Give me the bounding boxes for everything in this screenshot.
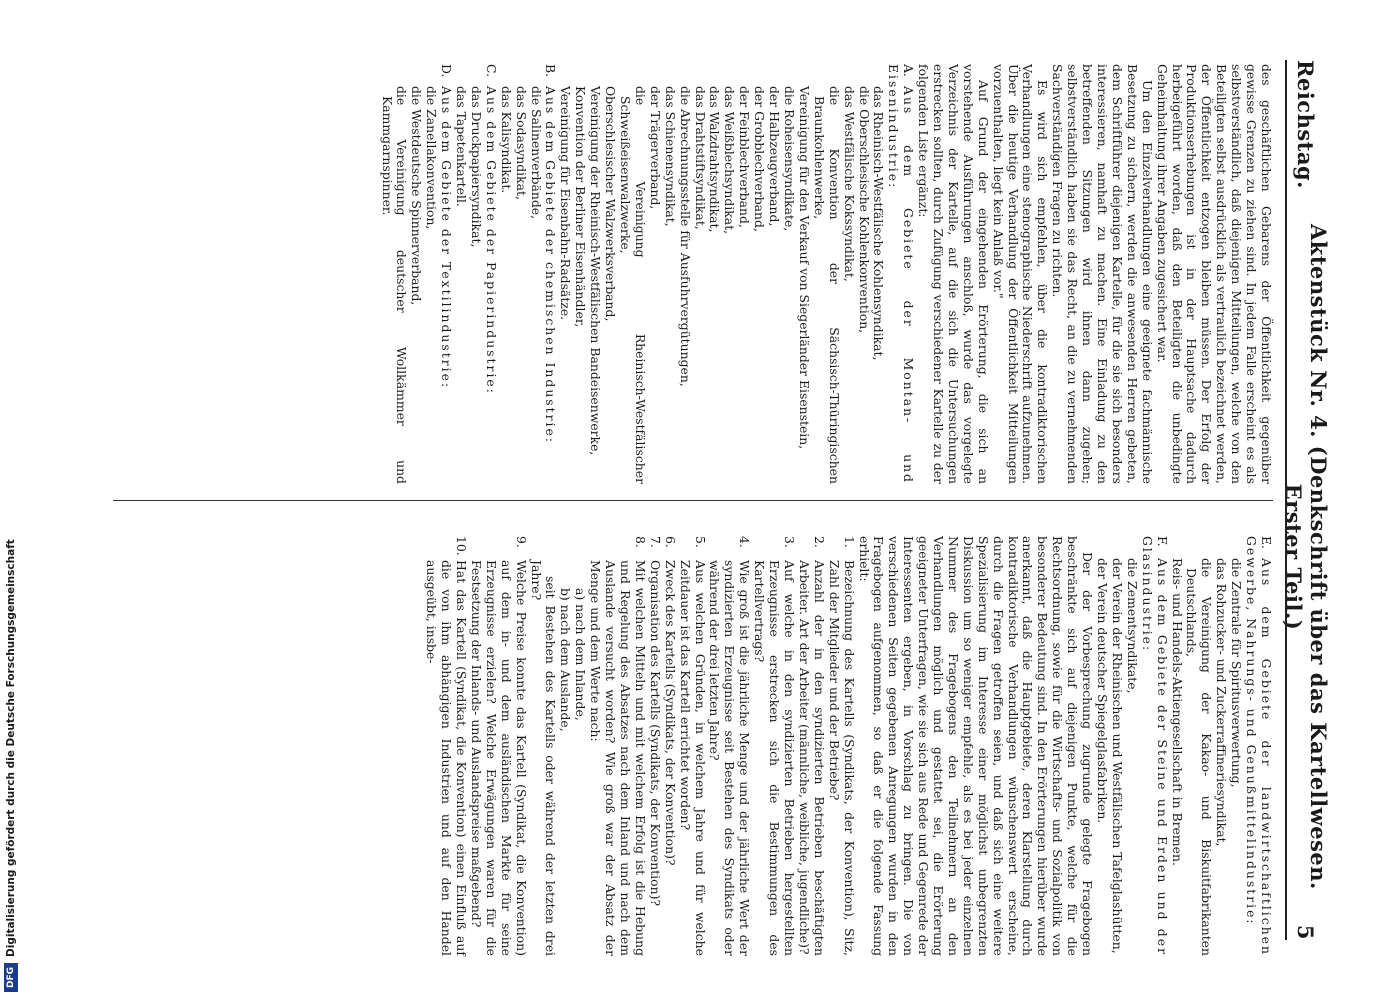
- list-item: die Roheisensyndikate,: [782, 86, 797, 232]
- list-item: die Vereinigung der Kakao- und Biskuitfabrikanten Deutschlands,: [1184, 558, 1215, 956]
- list-item: das Schienensyndikat,: [662, 86, 678, 227]
- list-item: das Kalisyndikat.: [498, 86, 514, 194]
- question-number: 7.: [647, 536, 663, 548]
- question-text: Bezeichnung des Kartells (Syndikats, der Konvention), Sitz, Zahl der Mitglieder und der Betriebe?: [826, 560, 857, 956]
- page-header: [1281, 60, 1331, 940]
- section-title: Aus dem Gebiete der Textilindustrie:: [439, 86, 455, 390]
- list-item: die Zanellakonvention,: [424, 86, 440, 230]
- questionnaire: [423, 536, 855, 956]
- section-label: F.: [1154, 536, 1170, 547]
- list-item: das Weißblechsyndikat,: [722, 86, 738, 235]
- list-item: das Tapetenkartell.: [454, 86, 470, 207]
- question-number: 8.: [632, 536, 648, 548]
- question-number: 4.: [737, 536, 753, 548]
- question-number: 5.: [692, 536, 708, 548]
- question-number: 3.: [782, 536, 797, 548]
- question-item: [423, 536, 468, 956]
- cartel-list-left: [379, 64, 916, 484]
- section-heading: [885, 64, 915, 484]
- question-item: [826, 536, 856, 956]
- list-item: das Westfälische Kokssyndikat,: [841, 86, 857, 282]
- footer-strip: [0, 0, 22, 1000]
- header-title: Aktenstück Nr. 4. (Denkschrift über das Kartellwesen. Erster Teil.): [1281, 224, 1331, 890]
- question-item: [587, 536, 647, 956]
- question-number: 2.: [811, 536, 827, 548]
- list-item: Vereinigung für den Verkauf von Siegerländer Eisenstein,: [796, 86, 812, 450]
- left-column: [379, 64, 1273, 484]
- question-number: 1.: [841, 536, 857, 548]
- footer-text: Digitalisierung gefördert durch die Deutsche Forschungsgemeinschaft: [5, 539, 17, 957]
- list-item: der Feinblechverband,: [737, 86, 753, 228]
- question-number: 10.: [454, 536, 470, 556]
- section-title: Aus dem Gebiete der Montan- und Eisenindustrie:: [886, 64, 917, 484]
- list-item: die Zementsyndikate,: [1124, 558, 1140, 694]
- list-item: die Salinenverbände,: [528, 86, 544, 220]
- question-number: 6.: [662, 536, 678, 548]
- question-item: [677, 536, 707, 956]
- section-title: Aus dem Gebiete der landwirtschaftlichen Gewerbe, Nahrungs- und Genußmittelindustrie:: [1244, 536, 1274, 956]
- section-heading: [438, 64, 453, 484]
- question-item: [662, 536, 677, 956]
- section-heading: [543, 64, 558, 484]
- question-item: [751, 536, 796, 956]
- section-heading: [1139, 536, 1169, 956]
- list-item: das Sodasyndikat,: [513, 86, 529, 200]
- question-continuation: seit Bestehen des Kartells oder während der letzten drei Jahre?: [528, 560, 559, 956]
- list-item: die Vereinigung deutscher Wollkämmer und Kammgarnspinner.: [379, 86, 410, 484]
- list-item: der Grobblechverband,: [752, 86, 768, 232]
- question-number: 9.: [513, 536, 529, 548]
- question-item: [468, 536, 528, 956]
- section-label: B.: [543, 64, 559, 78]
- list-item: die Konvention der Sächsisch-Thüringischen Braunkohlenwerke,: [811, 86, 842, 484]
- section-heading: [1243, 536, 1273, 956]
- list-item: das Druckpapiersyndikat,: [468, 86, 484, 248]
- list-item: Konvention der Berliner Eisenhändler,: [573, 86, 589, 328]
- question-text: Wie groß ist die jährliche Menge und der jährliche Wert der syndizierten Erzeugnisse seit Bestehen des Syndikats oder während der drei letzten Jahre?: [707, 560, 753, 956]
- list-item: das Rheinisch-Westfälische Kohlensyndikat,: [871, 86, 887, 361]
- cartel-list-right: [1094, 536, 1273, 956]
- list-item: der Trägerverband,: [647, 86, 663, 210]
- list-item: das Drahtstiftsyndikat,: [692, 86, 708, 230]
- question-text: Hat das Kartell (Syndikat, die Konvention) einen Einfluß auf die von ihm abhängigen Industrien und auf den Handel ausgeübt, insbe-: [424, 560, 470, 956]
- paragraph: Um den Einzelverhandlungen eine geeignete fachmännische Besetzung zu sichern, werden die anwesenden Herren gebeten, dem Schriftführer diejenigen Kartelle, für die sie sich besonders interessieren, namhaft zu machen. Eine Einladung zu den betreffenden Sitzungen wird ihnen dann zugehen; selbstverständlich haben sie das Recht, an die zu vernehmenden Sachverständigen Fragen zu richten.: [1050, 64, 1155, 484]
- section-label: E.: [1259, 536, 1274, 549]
- paragraph: Es wird sich empfehlen, über die kontradiktorischen Verhandlungen eine stenographische Niederschrift aufzunehmen. Über die heutige Verhandlung der Öffentlichkeit Mitteilungen vorzuenthalten, liegt kein Anlaß vor.": [990, 64, 1051, 484]
- list-item: Vereinigung für Eisenbahn-Radsätze.: [558, 86, 574, 321]
- question-subitem: a) nach dem Inlande,: [573, 588, 589, 721]
- list-item: die Abrechnungsstelle für Ausfuhrvergütungen,: [677, 86, 693, 387]
- section-title: Aus dem Gebiete der Papierindustrie:: [483, 86, 499, 395]
- question-subitem: b) nach dem Auslande,: [558, 588, 574, 732]
- header-left: Reichstag.: [1293, 60, 1319, 189]
- paragraph: des geschäftlichen Gebarens der Öffentlichkeit gegenüber gewisse Grenzen zu ziehen sind. In jedem Falle erscheint es als selbstverständlich, daß diejenigen Mitteilungen, welche von den Beteiligten selbst ausdrücklich als vertraulich bezeichnet werden, der Öffentlichkeit entzogen bleiben müssen. Der Erfolg der Produktionserhebungen ist in der Hauptsache dadurch herbeigeführt worden, daß den Beteiligten die unbedingte Geheimhaltung ihrer Angaben zugesichert war.: [1154, 64, 1274, 484]
- dfg-logo: DFG: [4, 963, 18, 992]
- section-label: A.: [901, 64, 917, 77]
- list-item: die Oberschlesische Kohlenkonvention,: [856, 86, 872, 334]
- list-item: der Verein der Rheinischen und Westfälischen Tafelglashütten,: [1109, 558, 1125, 954]
- section-title: Aus dem Gebiete der Steine und Erden und der Glasindustrie:: [1139, 536, 1170, 956]
- list-item: Vereinigung der Rheinisch-Westfälischen Bandeisenwerke,: [588, 86, 604, 456]
- list-item: das Rohzucker- und Zuckerraffineriesyndikat,: [1214, 558, 1230, 847]
- question-text: Zweck des Kartells (Syndikats, der Konvention)?: [662, 560, 678, 866]
- header-rule: [1285, 60, 1287, 940]
- paragraph: Der der Vorbesprechung zugrunde gelegte Fragebogen beschränkte sich auf diejenigen Punkte, welche für die Rechtsordnung, sowie für die Wirtschafts- und Sozialpolitik von besonderer Bedeutung sind. In den Erörterungen hierüber wurde anerkannt, daß die Hauptgebiete, deren Klarstellung durch kontradiktorische Verhandlungen wünschenswert erscheine, durch die Fragen getroffen seien, und daß sich eine weitere Spezialisierung im Interesse einer möglichst unbegrenzten Diskussion um so weniger empfehle, als es bei jeder einzelnen Nummer des Fragebogens den Teilnehmern an den Verhandlungen möglich und gestattet sei, die Erörterung geeigneter Unterfragen, wie sie sich aus Rede und Gegenrede der Interessenten ergeben, in Vorschlag zu bringen. Die von verschiedenen Seiten gegebenen Anregungen wurden in den Fragebogen aufgenommen, so daß er die folgende Fassung erhielt:: [856, 536, 1096, 956]
- paragraph: Auf Grund der eingehenden Erörterung, die sich an vorstehende Ausführungen anschloß, wurde das vorgelegte Verzeichnis der Kartelle, auf die sich die Untersuchungen erstrecken sollten, durch Zufügung verschiedener Kartelle zu der folgenden Liste ergänzt:: [916, 64, 991, 484]
- list-item: die Westdeutsche Spinnerverband,: [409, 86, 425, 306]
- list-item: Oberschlesischer Walzwerksverband,: [603, 86, 619, 322]
- list-item: der Halbzeugverband,: [767, 86, 783, 227]
- section-title: Aus dem Gebiete der chemischen Industrie:: [543, 86, 559, 445]
- list-item: Reis- und Handels-Aktiengesellschaft in Bremen.: [1169, 558, 1185, 866]
- question-text: Organisation des Kartells (Syndikats, der Konvention)?: [647, 560, 663, 907]
- question-text: Anzahl der in den syndizierten Betrieben beschäftigten Arbeiter. Art der Arbeiter (männliche, weibliche, jugendliche)?: [796, 560, 827, 956]
- list-item: das Walzdrahtsyndikat,: [707, 86, 723, 233]
- question-text: Aus welchen Gründen, in welchem Jahre und für welche Zeitdauer ist das Kartell errichtet worden?: [677, 560, 708, 956]
- column-divider: [113, 500, 1273, 501]
- list-item: der Verein deutscher Spiegelglasfabriken.: [1095, 558, 1111, 824]
- question-item: [796, 536, 826, 956]
- question-text: Auf welche in den syndizierten Betrieben hergestellten Erzeugnisse erstrecken sich die Bestimmungen des Kartellvertrags?: [752, 560, 797, 956]
- question-item: [647, 536, 662, 956]
- list-item: die Zentrale für Spiritusverwertung,: [1229, 558, 1245, 788]
- question-item: [707, 536, 752, 956]
- section-heading: [483, 64, 498, 484]
- right-column: [423, 536, 1273, 956]
- list-item: die Vereinigung Rheinisch-Westfälischer Schweißeisenwalzwerke,: [618, 86, 648, 484]
- section-label: C.: [483, 64, 499, 77]
- section-label: D.: [439, 64, 455, 78]
- page-number: 5: [1293, 924, 1319, 940]
- question-text: Welche Preise konnte das Kartell (Syndikat, die Konvention) auf dem in- und dem ausländischen Markte für seine Erzeugnisse erzielen? Welche Erwägungen waren für die Festsetzung der Inlands- und Auslandspreise maßgebend?: [468, 560, 529, 956]
- question-text: Mit welchen Mitteln und mit welchem Erfolg ist die Hebung und Regelung des Absatzes nach dem Inland und nach dem Auslande versucht worden? Wie groß war der Absatz der Menge und dem Werte nach:: [588, 560, 648, 956]
